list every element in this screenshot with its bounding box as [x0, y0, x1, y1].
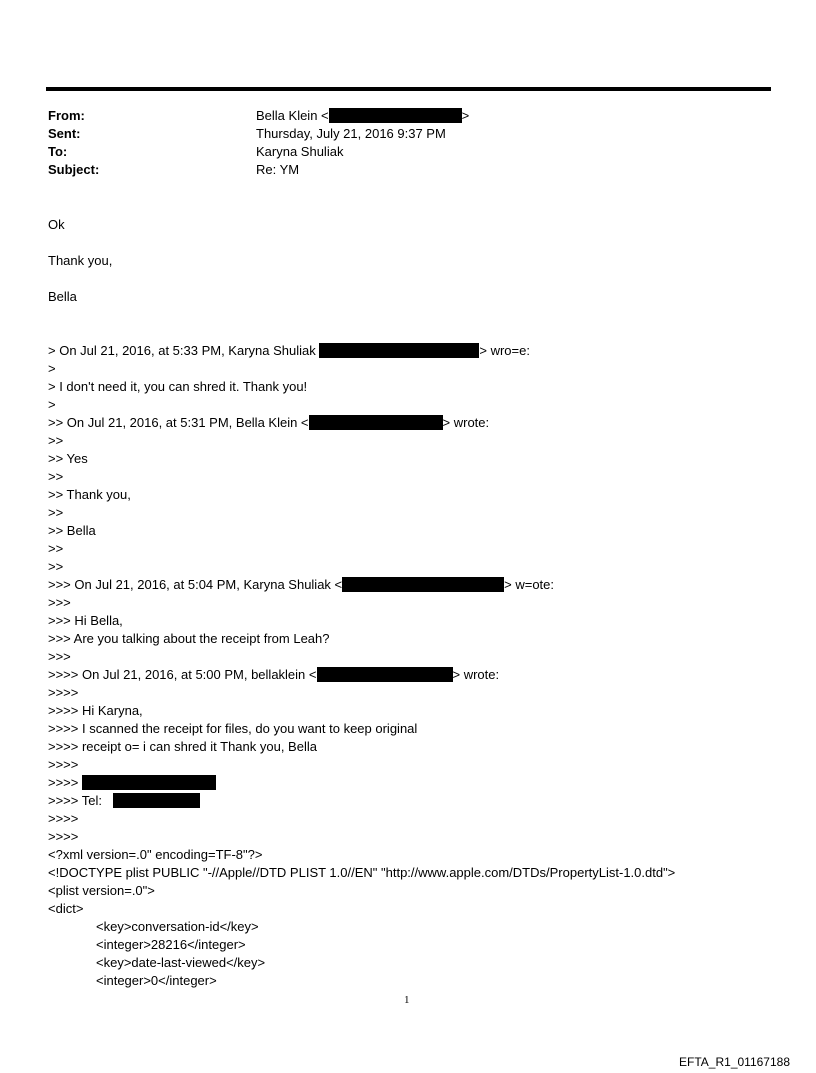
from-name: Bella Klein <: [256, 108, 329, 123]
quoted-line: >>> Are you talking about the receipt from Leah?: [48, 631, 330, 646]
xml-line: <integer>0</integer>: [96, 973, 217, 988]
redaction-block: [329, 108, 462, 123]
quoted-line: >> Bella: [48, 523, 96, 538]
quoted-line: >>>>: [48, 811, 79, 826]
quoted-line: >>>> On Jul 21, 2016, at 5:00 PM, bellaklein < > wrote:: [48, 667, 500, 682]
xml-line: <integer>28216</integer>: [96, 937, 246, 952]
to-label: To:: [48, 144, 68, 159]
quoted-line: >> On Jul 21, 2016, at 5:31 PM, Bella Klein < > wrote:: [48, 415, 490, 430]
header-rule: [46, 87, 771, 91]
sent-label: Sent:: [48, 126, 81, 141]
document-id: EFTA_R1_01167188: [679, 1055, 790, 1069]
subject-value: Re: YM: [256, 162, 300, 177]
quoted-line: >>>>: [48, 774, 216, 792]
body-signature: Bella: [48, 289, 77, 304]
quoted-line: >>>> I scanned the receipt for files, do you want to keep original: [48, 721, 418, 736]
quoted-line: >>>> receipt o= i can shred it Thank you, Bella: [48, 739, 317, 754]
sent-value: Thursday, July 21, 2016 9:37 PM: [256, 126, 446, 141]
quoted-line: >>> Hi Bella,: [48, 613, 123, 628]
quoted-line: >: [48, 361, 56, 376]
quoted-line: >>>: [48, 595, 71, 610]
quoted-line: >>: [48, 559, 64, 574]
redaction-block: [317, 667, 453, 682]
from-label: From:: [48, 108, 85, 123]
quoted-line: >: [48, 397, 56, 412]
quoted-line: >>>>: [48, 829, 79, 844]
quoted-line: >>: [48, 541, 64, 556]
quoted-line: >>: [48, 505, 64, 520]
page-number: 1: [404, 994, 410, 1006]
redaction-block: [342, 577, 504, 592]
quoted-line: > I don't need it, you can shred it. Thank you!: [48, 379, 308, 394]
xml-line: <dict>: [48, 901, 84, 916]
xml-line: <key>date-last-viewed</key>: [96, 955, 266, 970]
xml-line: <plist version=.0">: [48, 883, 155, 898]
to-value: Karyna Shuliak: [256, 144, 344, 159]
subject-label: Subject:: [48, 162, 100, 177]
quoted-line: >>>>: [48, 757, 79, 772]
quoted-line: >> Yes: [48, 451, 88, 466]
quoted-line: > On Jul 21, 2016, at 5:33 PM, Karyna Shuliak > wro=e:: [48, 343, 530, 358]
quoted-line: >> Thank you,: [48, 487, 131, 502]
redaction-block: [82, 775, 216, 790]
body-ok: Ok: [48, 217, 65, 232]
from-close: >: [461, 108, 470, 123]
redaction-block: [309, 415, 443, 430]
xml-line: <?xml version=.0" encoding=TF-8"?>: [48, 847, 263, 862]
quoted-line: >>> On Jul 21, 2016, at 5:04 PM, Karyna Shuliak < > w=ote:: [48, 577, 555, 592]
xml-line: <!DOCTYPE plist PUBLIC "-//Apple//DTD PLIST 1.0//EN" "http://www.apple.com/DTDs/PropertyList-1.0.dtd">: [48, 865, 676, 880]
xml-line: <key>conversation-id</key>: [96, 919, 259, 934]
from-value: [256, 107, 469, 125]
quoted-line: >>>> Tel:: [48, 792, 200, 810]
redaction-block: [319, 343, 479, 358]
quoted-line: >>>: [48, 649, 71, 664]
quoted-line: >>>> Hi Karyna,: [48, 703, 143, 718]
quoted-line: >>: [48, 433, 64, 448]
quoted-line: >>: [48, 469, 64, 484]
body-thanks: Thank you,: [48, 253, 113, 268]
redaction-block: [113, 793, 200, 808]
quoted-line: >>>>: [48, 685, 79, 700]
